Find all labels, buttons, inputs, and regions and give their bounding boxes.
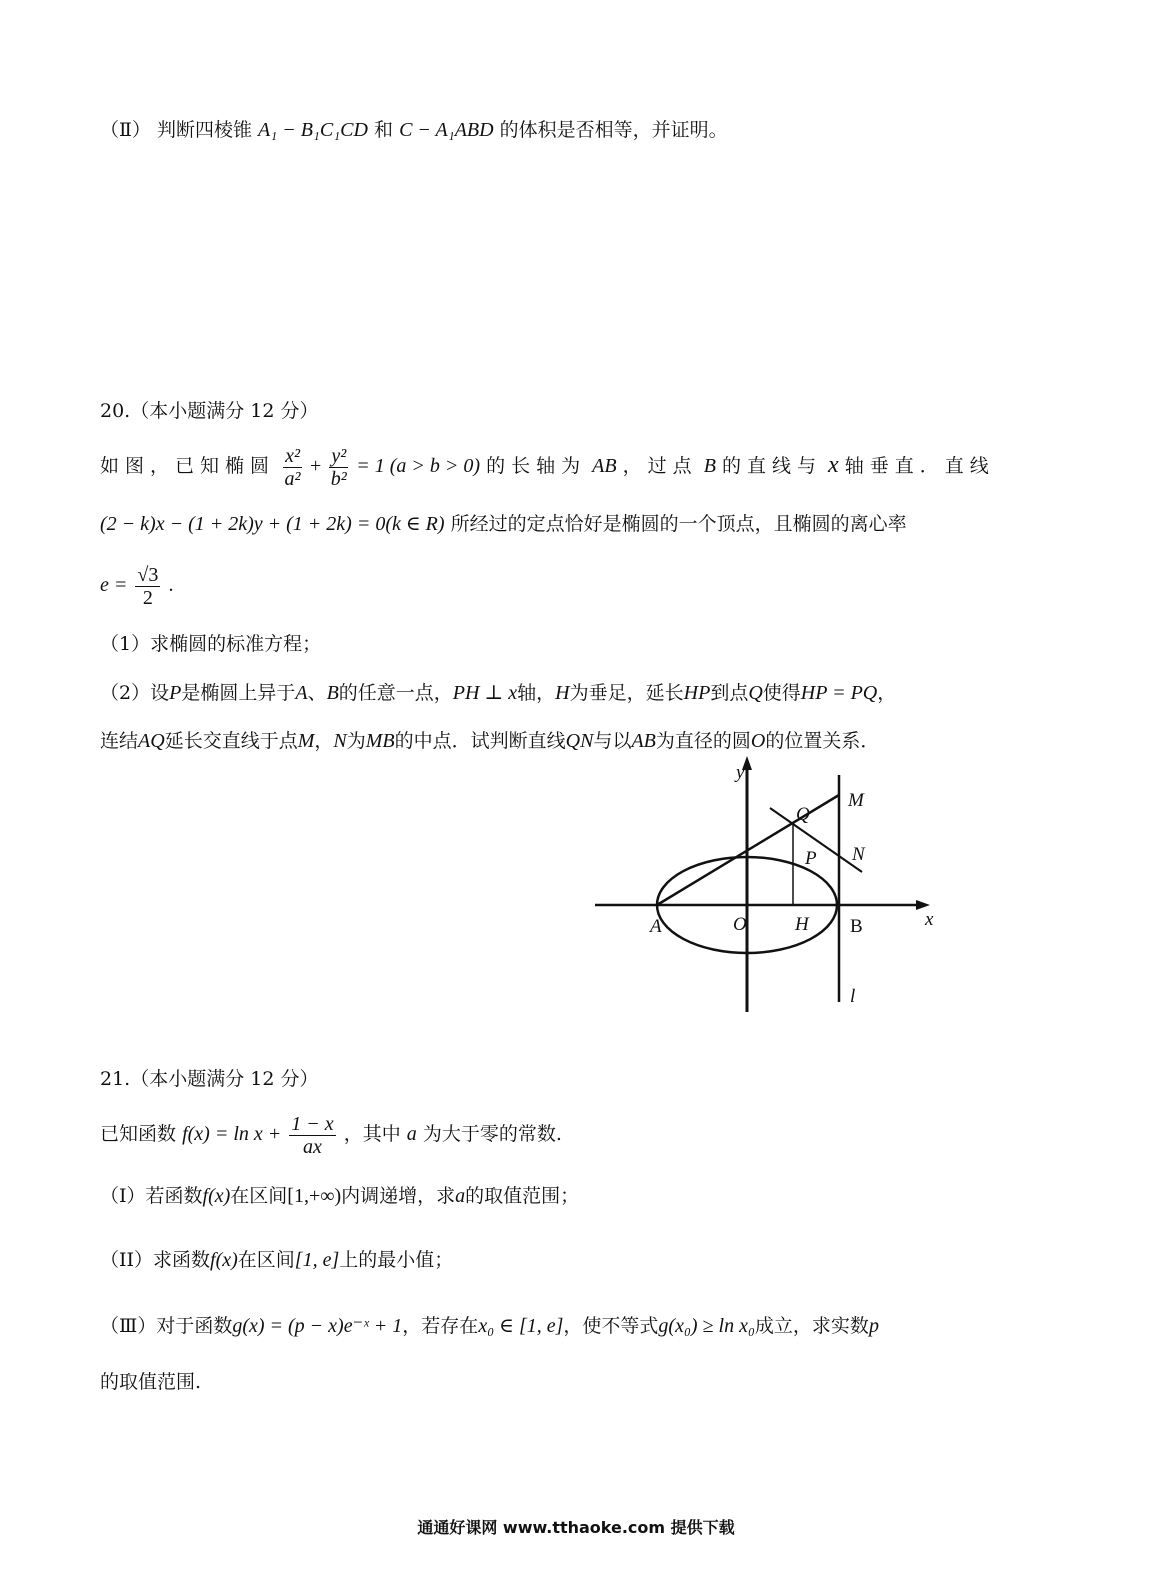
q20-line2-text: 所经过的定点恰好是椭圆的一个顶点，且椭圆的离心率 bbox=[450, 513, 907, 535]
q20-line-family: (2 − k)x − (1 + 2k)y + (1 + 2k) = 0(k ∈ R) bbox=[100, 513, 445, 535]
q20-ab: AB bbox=[592, 455, 617, 477]
var-ab: AB bbox=[631, 730, 656, 752]
label-b: B bbox=[850, 916, 863, 937]
q20-intro: 如图，已知椭圆 $\frac{\text{x²}}{\text{a²}}$ + $\frac{\text{y²}}{\text{b²}}$ = 1 (a > b > 0) 的长轴为 AB ，过点 B 的直线与 x 轴垂直．直线 bbox=[100, 444, 995, 490]
var-aq: AQ bbox=[138, 730, 165, 752]
var-h: H bbox=[555, 682, 570, 704]
t: （Ⅲ）对于函数 bbox=[100, 1315, 233, 1337]
t: 内调递增，求 bbox=[341, 1185, 456, 1207]
ecc-num: √3 bbox=[137, 563, 159, 586]
expr-ineq: g(x₀) ≥ ln x₀ bbox=[658, 1315, 755, 1337]
q20-intro-c: ，过点 bbox=[622, 455, 698, 477]
var-o: O bbox=[750, 730, 766, 752]
var-p: p bbox=[868, 1315, 879, 1337]
t: ，若存在 bbox=[402, 1315, 479, 1337]
ecc-lhs: e = bbox=[100, 574, 128, 596]
expr-ph: PH ⊥ x bbox=[452, 682, 518, 704]
t: 轴， bbox=[517, 682, 556, 704]
q20-x: x bbox=[828, 452, 839, 478]
q20-header: 20.（本小题满分 12 分） bbox=[100, 400, 319, 422]
q20-b: B bbox=[703, 455, 716, 477]
q19-part2-text-a: 判断四棱锥 bbox=[156, 119, 252, 141]
t: 是椭圆上异于 bbox=[181, 682, 296, 704]
expr-g: g(x) = (p − x)e⁻ˣ + 1 bbox=[232, 1315, 403, 1337]
var-p: P bbox=[169, 682, 182, 704]
t: 为直径的圆 bbox=[655, 730, 751, 752]
var-a: a bbox=[455, 1185, 466, 1207]
t: 的取值范围； bbox=[465, 1185, 580, 1207]
q21-intro bbox=[100, 1106, 562, 1162]
ecc-den: 2 bbox=[142, 586, 153, 609]
var-q: Q bbox=[748, 682, 763, 704]
t: （I）若函数 bbox=[100, 1185, 203, 1207]
q20-intro-e: 轴垂直．直线 bbox=[844, 455, 995, 477]
t: 成立，求实数 bbox=[754, 1315, 869, 1337]
q21-part3 bbox=[100, 1312, 879, 1340]
t: ，使不等式 bbox=[563, 1315, 659, 1337]
t: ， bbox=[877, 682, 897, 704]
var-b: B bbox=[326, 682, 339, 704]
label-o: O bbox=[733, 914, 747, 935]
ecc-end: . bbox=[168, 574, 174, 596]
var-hp: HP bbox=[683, 682, 711, 704]
t: 上的最小值； bbox=[339, 1249, 454, 1271]
var-n: N bbox=[333, 730, 347, 752]
ellipse-y-num: y² bbox=[331, 444, 347, 467]
ellipse-x-den: a² bbox=[284, 467, 301, 490]
q19-part2-text-b: 的体积是否相等，并证明。 bbox=[499, 119, 728, 141]
q21-frac-num: 1 − x bbox=[291, 1112, 334, 1135]
label-m: M bbox=[848, 790, 864, 811]
q21-f-def: f(x) = ln x + bbox=[182, 1123, 282, 1145]
q19-pyramid-2: C − A₁ABD bbox=[399, 119, 494, 141]
label-q: Q bbox=[796, 804, 810, 825]
ecc-fraction bbox=[135, 564, 160, 609]
t: 延长交直线于点 bbox=[164, 730, 298, 752]
label-n: N bbox=[852, 844, 865, 865]
expr-f: f(x) bbox=[210, 1249, 238, 1271]
label-p: P bbox=[805, 848, 817, 869]
expr-f: f(x) bbox=[202, 1185, 231, 1207]
q20-eccentricity bbox=[100, 558, 173, 612]
label-a: A bbox=[650, 916, 662, 937]
ellipse-x-num: x² bbox=[285, 444, 300, 467]
expr-x0: x₀ ∈ [1, e] bbox=[478, 1315, 564, 1337]
q21-frac-den: ax bbox=[303, 1135, 322, 1158]
label-y: y bbox=[736, 762, 745, 783]
q21-intro-a: 已知函数 bbox=[100, 1123, 177, 1145]
q21-part3-end: 的取值范围. bbox=[100, 1371, 202, 1393]
expr-hp-pq: HP = PQ bbox=[800, 682, 878, 704]
t: 与以 bbox=[593, 730, 632, 752]
q21-var-a: a bbox=[406, 1123, 417, 1145]
q21-intro-b: ，其中 bbox=[343, 1123, 401, 1145]
q21-part2 bbox=[100, 1246, 453, 1274]
t: 到点 bbox=[710, 682, 749, 704]
q20-part1: （1）求椭圆的标准方程； bbox=[100, 633, 322, 655]
q19-pyramid-1: A₁ − B₁C₁CD bbox=[258, 119, 368, 141]
q20-line2 bbox=[100, 510, 907, 538]
interval: [1,+∞) bbox=[287, 1185, 342, 1207]
q19-and: 和 bbox=[374, 119, 394, 141]
q20-intro-a: 如图，已知椭圆 bbox=[100, 455, 276, 477]
page-footer: 通通好课网 www.tthaoke.com 提供下载 bbox=[417, 1518, 735, 1537]
t: 使得 bbox=[762, 682, 801, 704]
t: 为垂足，延长 bbox=[569, 682, 684, 704]
var-qn: QN bbox=[565, 730, 594, 752]
q19-part2-label: （Ⅱ） bbox=[100, 119, 151, 141]
interval: [1, e] bbox=[294, 1249, 340, 1271]
label-l: l bbox=[850, 986, 856, 1007]
var-m: M bbox=[297, 730, 315, 752]
var-mb: MB bbox=[365, 730, 395, 752]
t: 在区间 bbox=[230, 1185, 288, 1207]
q20-intro-b: 的长轴为 bbox=[486, 455, 587, 477]
q21-fraction bbox=[289, 1113, 335, 1158]
q19-part2 bbox=[100, 116, 728, 144]
ellipse-x-term bbox=[283, 445, 302, 490]
ellipse-y-term bbox=[329, 445, 348, 490]
ellipse-figure bbox=[590, 750, 950, 1020]
t: 为 bbox=[346, 730, 366, 752]
t: 的位置关系． bbox=[765, 730, 880, 752]
t: 的任意一点， bbox=[338, 682, 453, 704]
t: （II）求函数 bbox=[100, 1249, 211, 1271]
t: 的中点．试判断直线 bbox=[394, 730, 566, 752]
ellipse-eq-rest: = 1 (a > b > 0) bbox=[356, 455, 481, 477]
q20-part2-line1 bbox=[100, 679, 896, 707]
t: 连结 bbox=[100, 730, 139, 752]
q21-header: 21.（本小题满分 12 分） bbox=[100, 1068, 319, 1090]
t: 在区间 bbox=[237, 1249, 295, 1271]
ellipse-y-den: b² bbox=[330, 467, 347, 490]
q21-part1 bbox=[100, 1182, 579, 1210]
var-a: A bbox=[295, 682, 308, 704]
t: （2）设 bbox=[100, 682, 170, 704]
label-h: H bbox=[795, 914, 809, 935]
q21-intro-c: 为大于零的常数. bbox=[422, 1123, 562, 1145]
label-x: x bbox=[925, 909, 934, 930]
q20-intro-d: 的直线与 bbox=[721, 455, 822, 477]
t: ， bbox=[314, 730, 334, 752]
t: 、 bbox=[307, 682, 327, 704]
